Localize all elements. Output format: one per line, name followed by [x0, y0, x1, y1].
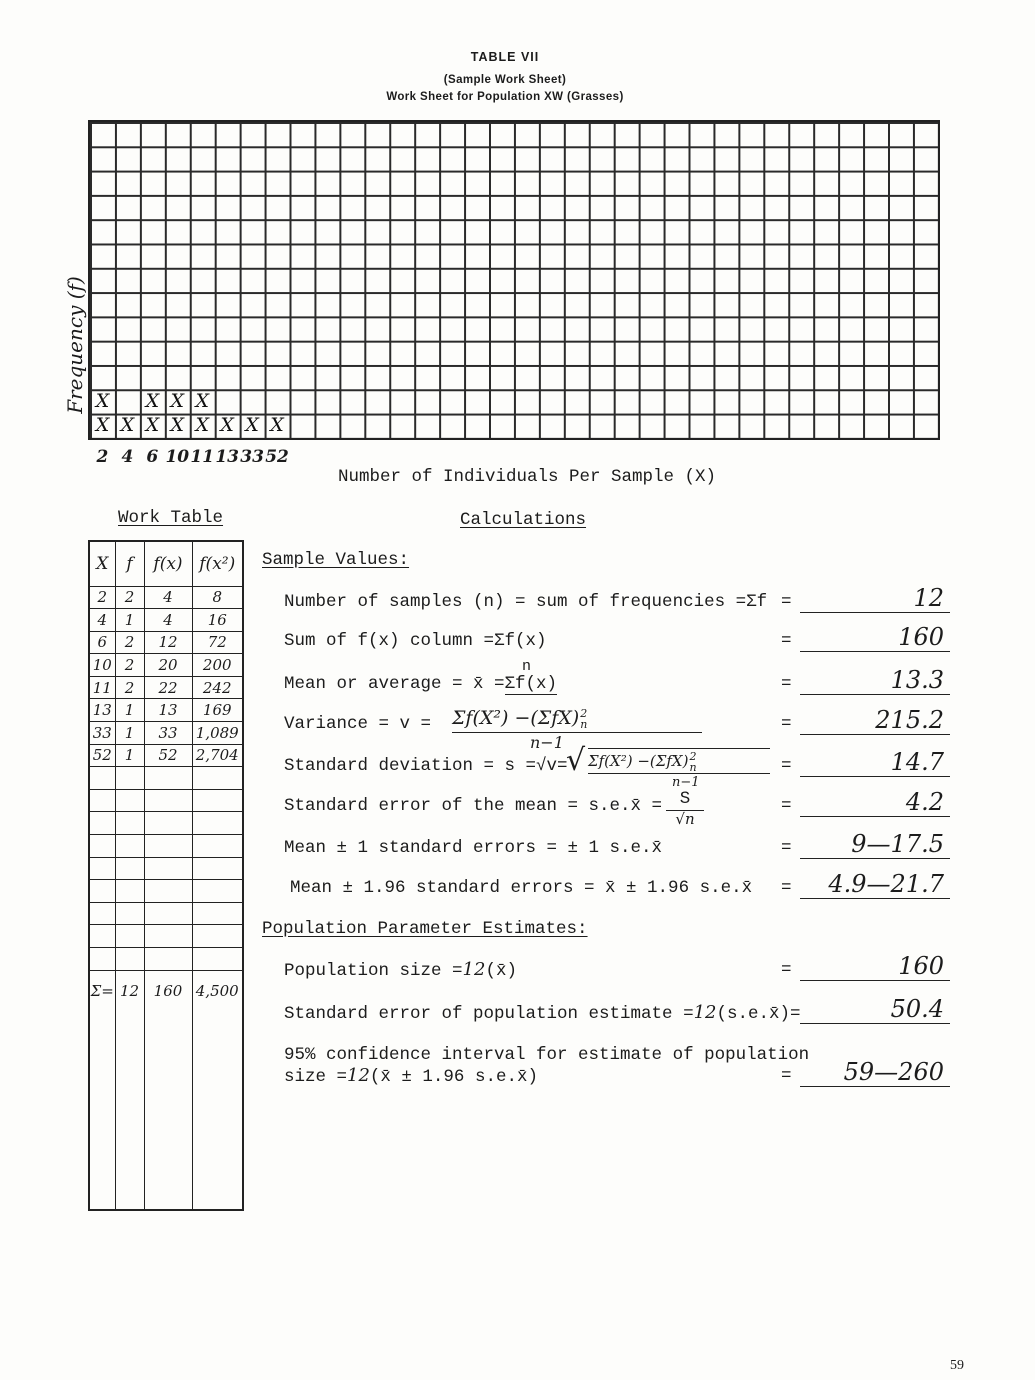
- sum-label: Σ=: [89, 970, 115, 1210]
- mean-1-se-answer: 9—17.5: [800, 828, 950, 859]
- population-std-err-multiplier: 12: [693, 1002, 717, 1023]
- cell-f: 1: [115, 609, 144, 632]
- std-dev-numerator: Σf(X²) −(ΣfX): [588, 752, 689, 770]
- cell-x: 33: [89, 722, 115, 745]
- table-title: TABLE VII: [470, 50, 540, 64]
- mean-196-se-label: Mean ± 1.96 standard errors = x̄ ± 1.96 s.e.x̄: [290, 878, 753, 898]
- x-value-label: 6: [146, 447, 159, 467]
- equals-sign: =: [781, 756, 792, 776]
- cell-f: 1: [115, 699, 144, 722]
- std-err-numerator: S: [666, 788, 704, 811]
- cell-fx2: 72: [192, 631, 243, 654]
- equals-sign: =: [781, 796, 792, 816]
- cell-f: 1: [115, 744, 144, 767]
- std-dev-exponent: 2: [689, 750, 697, 763]
- cell-x: [89, 902, 115, 925]
- header-fx2: f(x²): [192, 541, 243, 586]
- x-axis-label: Number of Individuals Per Sample (X): [338, 467, 717, 487]
- row-ci-line2: [0, 1058, 1035, 1088]
- x-value-label: 33: [240, 447, 264, 467]
- histogram-x-mark: X: [170, 414, 185, 437]
- mean-label: [284, 672, 557, 696]
- x-value-label: 10: [165, 447, 190, 467]
- cell-fx: 22: [144, 676, 192, 699]
- sum-fx: 160: [144, 970, 192, 1210]
- header-fx: f(x): [144, 541, 192, 586]
- std-dev-radicand: [588, 748, 770, 774]
- mean-1-se-label: Mean ± 1 standard errors = ± 1 s.e.x̄: [284, 838, 663, 858]
- equals-sign: =: [781, 631, 792, 651]
- x-value-label: 2: [96, 447, 109, 467]
- cell-x: 2: [89, 586, 115, 609]
- cell-x: 6: [89, 631, 115, 654]
- std-err-answer: 4.2: [800, 786, 950, 817]
- mean-label-text: Mean or average = x̄ =: [284, 674, 505, 694]
- number-of-samples-answer: 12: [800, 582, 950, 613]
- cell-fx2: 8: [192, 586, 243, 609]
- cell-x: [89, 925, 115, 948]
- cell-fx: 52: [144, 744, 192, 767]
- cell-fx: 20: [144, 654, 192, 677]
- row-mean-196-se: [0, 870, 1035, 900]
- equals-sign: =: [781, 960, 792, 980]
- ci-answer: 59—260: [800, 1056, 950, 1087]
- row-sum-fx: [0, 623, 1035, 653]
- sum-fx-label: Sum of f(x) column =Σf(x): [284, 631, 547, 651]
- population-estimates-heading: Population Parameter Estimates:: [262, 919, 588, 939]
- histogram-x-mark: X: [145, 414, 160, 437]
- histogram-x-mark: X: [195, 390, 209, 413]
- population-size-prefix: Population size =: [284, 961, 463, 981]
- histogram-grid: [88, 120, 940, 440]
- variance-answer: 215.2: [800, 704, 950, 735]
- cell-x: 13: [89, 699, 115, 722]
- cell-fx: 4: [144, 586, 192, 609]
- work-table-title: Work Table: [118, 508, 224, 528]
- radical-icon: √: [566, 743, 586, 778]
- row-standard-deviation: [0, 743, 1035, 790]
- std-err-label: Standard error of the mean = s.e.x̄ =: [284, 796, 663, 816]
- population-size-label: [284, 958, 517, 983]
- x-value-label: 11: [190, 447, 215, 467]
- ci-suffix: (x̄ ± 1.96 s.e.x̄): [369, 1067, 538, 1087]
- cell-fx2: 169: [192, 699, 243, 722]
- variance-exponent-stack: [580, 708, 587, 730]
- work-table-empty-row: [89, 925, 243, 948]
- cell-f: 1: [115, 722, 144, 745]
- std-dev-denominator: n−1: [672, 775, 700, 790]
- population-size-suffix: (x̄): [485, 961, 517, 981]
- equals-sign: =: [781, 714, 792, 734]
- cell-f: 2: [115, 676, 144, 699]
- cell-fx: 4: [144, 609, 192, 632]
- variance-divisor: n: [580, 718, 588, 731]
- std-err-denominator: √n: [675, 810, 695, 828]
- y-axis-label: Frequency (f): [63, 276, 87, 414]
- histogram-x-mark: X: [95, 414, 110, 437]
- histogram-x-mark: X: [270, 414, 284, 437]
- cell-f: [115, 902, 144, 925]
- cell-fx2: 2,704: [192, 744, 243, 767]
- histogram-x-mark: X: [220, 414, 234, 437]
- sum-fx2: 4,500: [192, 970, 243, 1210]
- header-f: f: [115, 541, 144, 586]
- equals-sign: =: [781, 878, 792, 898]
- equals-sign: =: [781, 838, 792, 858]
- cell-x: 52: [89, 744, 115, 767]
- std-dev-answer: 14.7: [800, 746, 950, 777]
- table-caption: Work Sheet for Population XW (Grasses): [386, 91, 624, 103]
- variance-exponent: 2: [580, 707, 588, 720]
- x-value-label: 52: [265, 447, 289, 467]
- work-table-empty-row: [89, 902, 243, 925]
- x-value-label: 13: [215, 447, 239, 467]
- ci-multiplier: 12: [347, 1065, 370, 1086]
- cell-f: 2: [115, 654, 144, 677]
- mean-answer: 13.3: [800, 664, 950, 695]
- population-std-err-suffix: (s.e.x̄)=: [716, 1004, 801, 1024]
- x-value-label: 4: [121, 447, 134, 467]
- population-std-err-label: [284, 1001, 801, 1026]
- histogram-x-mark: X: [145, 390, 160, 413]
- cell-x: 4: [89, 609, 115, 632]
- cell-f: 2: [115, 631, 144, 654]
- ci-prefix: size =: [284, 1067, 348, 1087]
- sample-values-heading: Sample Values:: [262, 550, 410, 570]
- cell-x: 10: [89, 654, 115, 677]
- equals-sign: =: [781, 592, 792, 612]
- histogram-x-mark: X: [195, 414, 209, 437]
- table-subtitle: (Sample Work Sheet): [443, 74, 567, 86]
- cell-f: [115, 925, 144, 948]
- histogram-x-mark: X: [170, 390, 185, 413]
- cell-f: 2: [115, 586, 144, 609]
- histogram-x-mark: X: [95, 390, 110, 413]
- population-std-err-prefix: Standard error of population estimate =: [284, 1004, 694, 1024]
- sum-fx-answer: 160: [800, 621, 950, 652]
- page-number: 59: [950, 1358, 964, 1373]
- mean-n-mark: n: [522, 658, 532, 675]
- cell-x: 11: [89, 676, 115, 699]
- ci-label-line2: [284, 1064, 538, 1089]
- population-std-err-answer: 50.4: [800, 993, 950, 1024]
- cell-fx: [144, 902, 192, 925]
- row-number-of-samples: [0, 584, 1035, 614]
- sum-f: 12: [115, 970, 144, 1210]
- cell-fx: 12: [144, 631, 192, 654]
- ci-label-line1: 95% confidence interval for estimate of population: [284, 1045, 810, 1065]
- std-dev-divisor: n: [689, 761, 697, 774]
- mean-196-se-answer: 4.9—21.7: [800, 868, 950, 899]
- population-size-answer: 160: [800, 950, 950, 981]
- variance-label: Variance = v =: [284, 714, 432, 734]
- mean-numerator: Σf(x): [504, 674, 558, 694]
- std-dev-label: Standard deviation = s =√v=: [284, 756, 568, 776]
- cell-fx: 13: [144, 699, 192, 722]
- row-population-size: [0, 952, 1035, 982]
- work-table-header-row: [89, 541, 243, 586]
- cell-fx2: 1,089: [192, 722, 243, 745]
- calculations-title: Calculations: [460, 510, 587, 530]
- equals-sign: =: [781, 1066, 792, 1086]
- row-mean-1-se: [0, 830, 1035, 860]
- cell-fx2: 242: [192, 676, 243, 699]
- std-dev-exponent-stack: [689, 751, 696, 773]
- cell-fx2: [192, 902, 243, 925]
- row-population-std-err: [0, 995, 1035, 1025]
- cell-fx2: 16: [192, 609, 243, 632]
- header-x: X: [89, 541, 115, 586]
- variance-denominator: n−1: [530, 733, 564, 752]
- population-size-multiplier: 12: [462, 959, 486, 980]
- number-of-samples-label: Number of samples (n) = sum of frequencies =Σf: [284, 592, 768, 612]
- equals-sign: =: [781, 674, 792, 694]
- row-standard-error: [0, 788, 1035, 828]
- cell-fx2: 200: [192, 654, 243, 677]
- histogram-x-mark: X: [120, 414, 135, 437]
- histogram-x-mark: X: [245, 414, 259, 437]
- cell-fx: 33: [144, 722, 192, 745]
- cell-fx: [144, 925, 192, 948]
- variance-numerator-text: Σf(X²) −(ΣfX): [452, 707, 580, 729]
- variance-numerator: [452, 704, 702, 733]
- cell-fx2: [192, 925, 243, 948]
